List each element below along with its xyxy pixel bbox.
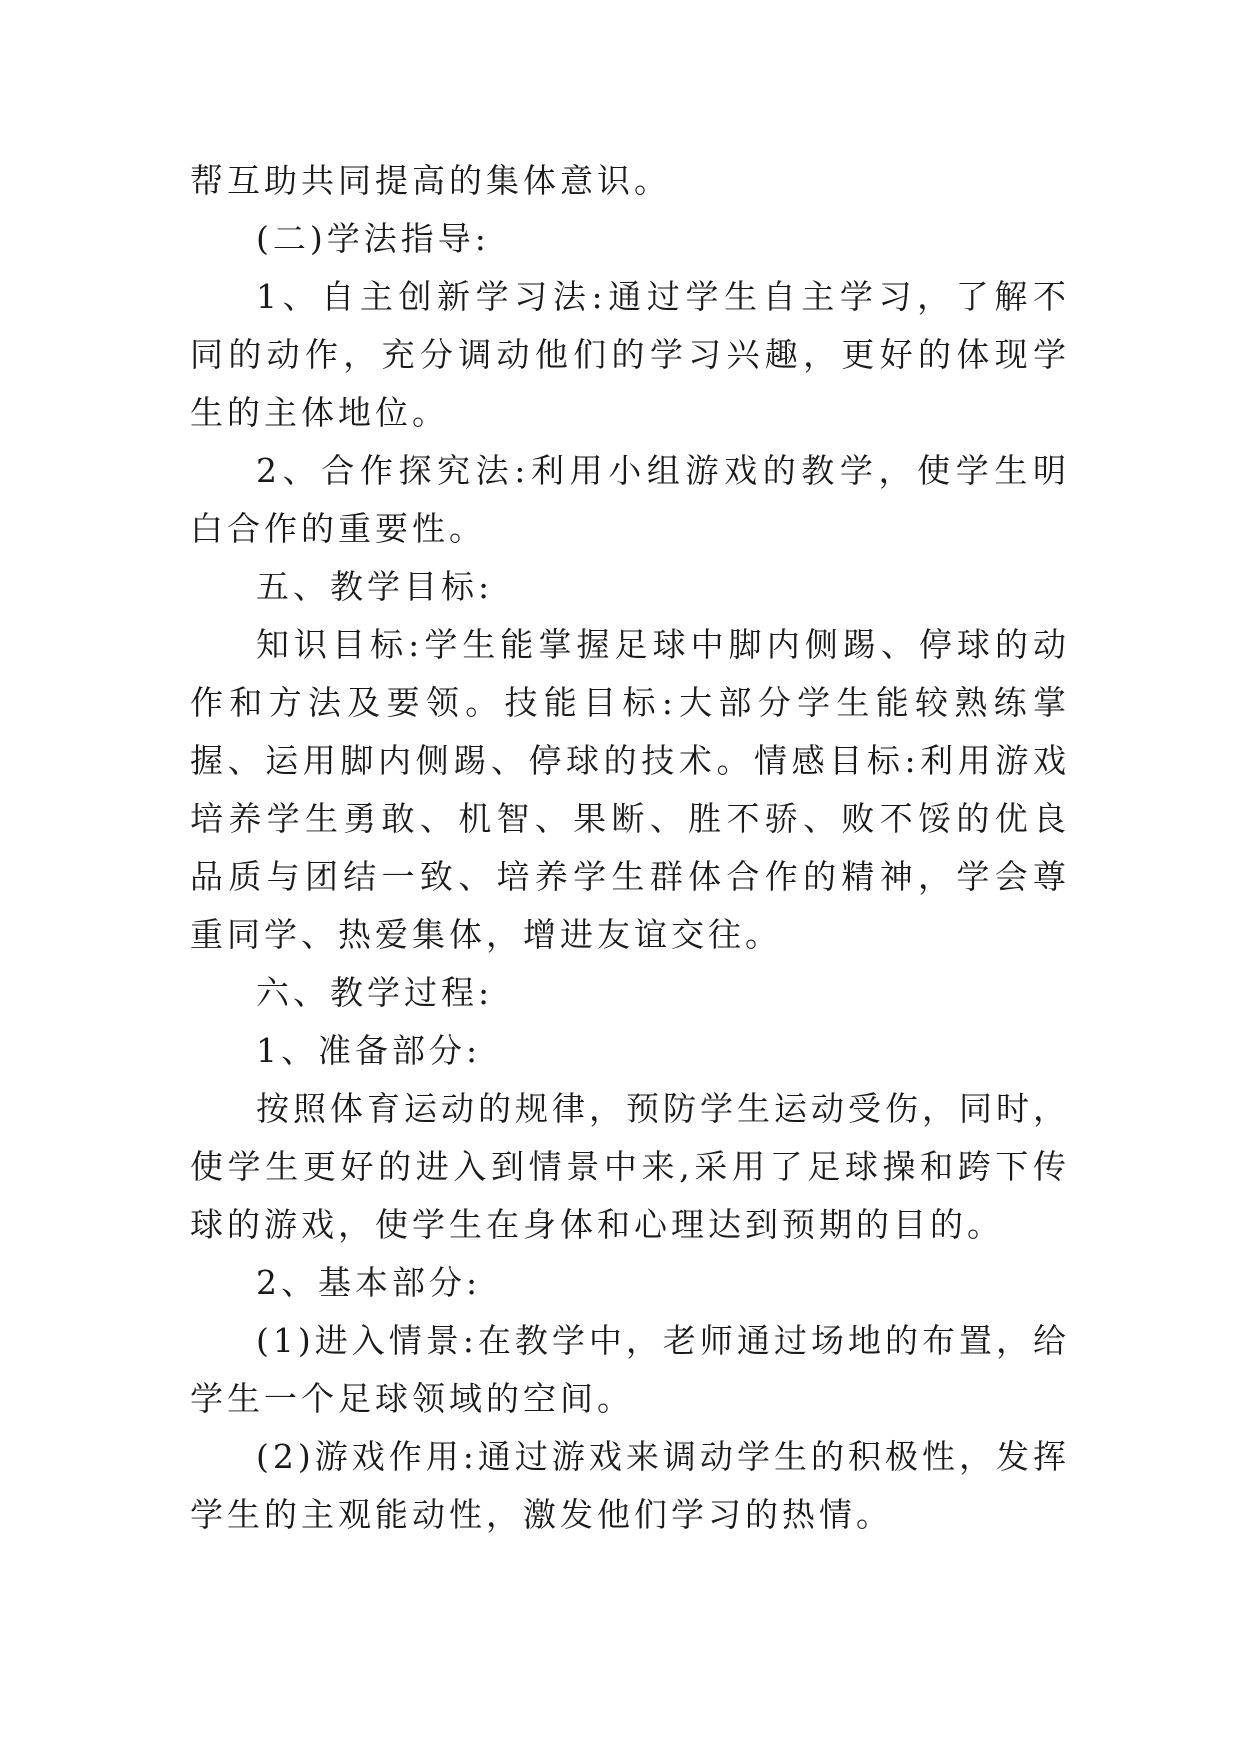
- paragraph-objectives-detail: 知识目标:学生能掌握足球中脚内侧踢、停球的动作和方法及要领。技能目标:大部分学生能较熟练掌握、运用脚内侧踢、停球的技术。情感目标:利用游戏培养学生勇敢、机智、果断、胜不骄、败不馁的优良品质与团结一致、培养学生群体合作的精神，学会尊重同学、热爱集体，增进友谊交往。: [190, 625, 1070, 954]
- paragraph-entering-scene: (1)进入情景:在教学中，老师通过场地的布置，给学生一个足球领域的空间。: [190, 1321, 1070, 1418]
- heading-learning-method-guidance: (二)学法指导:: [256, 219, 490, 258]
- paragraph-preparation-detail: 按照体育运动的规律，预防学生运动受伤，同时，使学生更好的进入到情景中来,采用了足球操和跨下传球的游戏，使学生在身体和心理达到预期的目的。: [190, 1089, 1070, 1244]
- document-body: [190, 152, 1070, 1544]
- paragraph-game-function: (2)游戏作用:通过游戏来调动学生的积极性，发挥学生的主观能动性，激发他们学习的热情。: [190, 1437, 1070, 1534]
- heading-basic-part: 2、基本部分:: [256, 1263, 482, 1302]
- heading-preparation-part: 1、准备部分:: [256, 1031, 482, 1070]
- paragraph-self-innovation-method: 1、自主创新学习法:通过学生自主学习，了解不同的动作，充分调动他们的学习兴趣，更好的体现学生的主体地位。: [190, 277, 1070, 432]
- paragraph-collective-awareness: 帮互助共同提高的集体意识。: [190, 161, 671, 200]
- paragraph-cooperative-inquiry-method: 2、合作探究法:利用小组游戏的教学，使学生明白合作的重要性。: [190, 451, 1070, 548]
- heading-teaching-process: 六、教学过程:: [256, 973, 494, 1012]
- heading-teaching-objectives: 五、教学目标:: [256, 567, 494, 606]
